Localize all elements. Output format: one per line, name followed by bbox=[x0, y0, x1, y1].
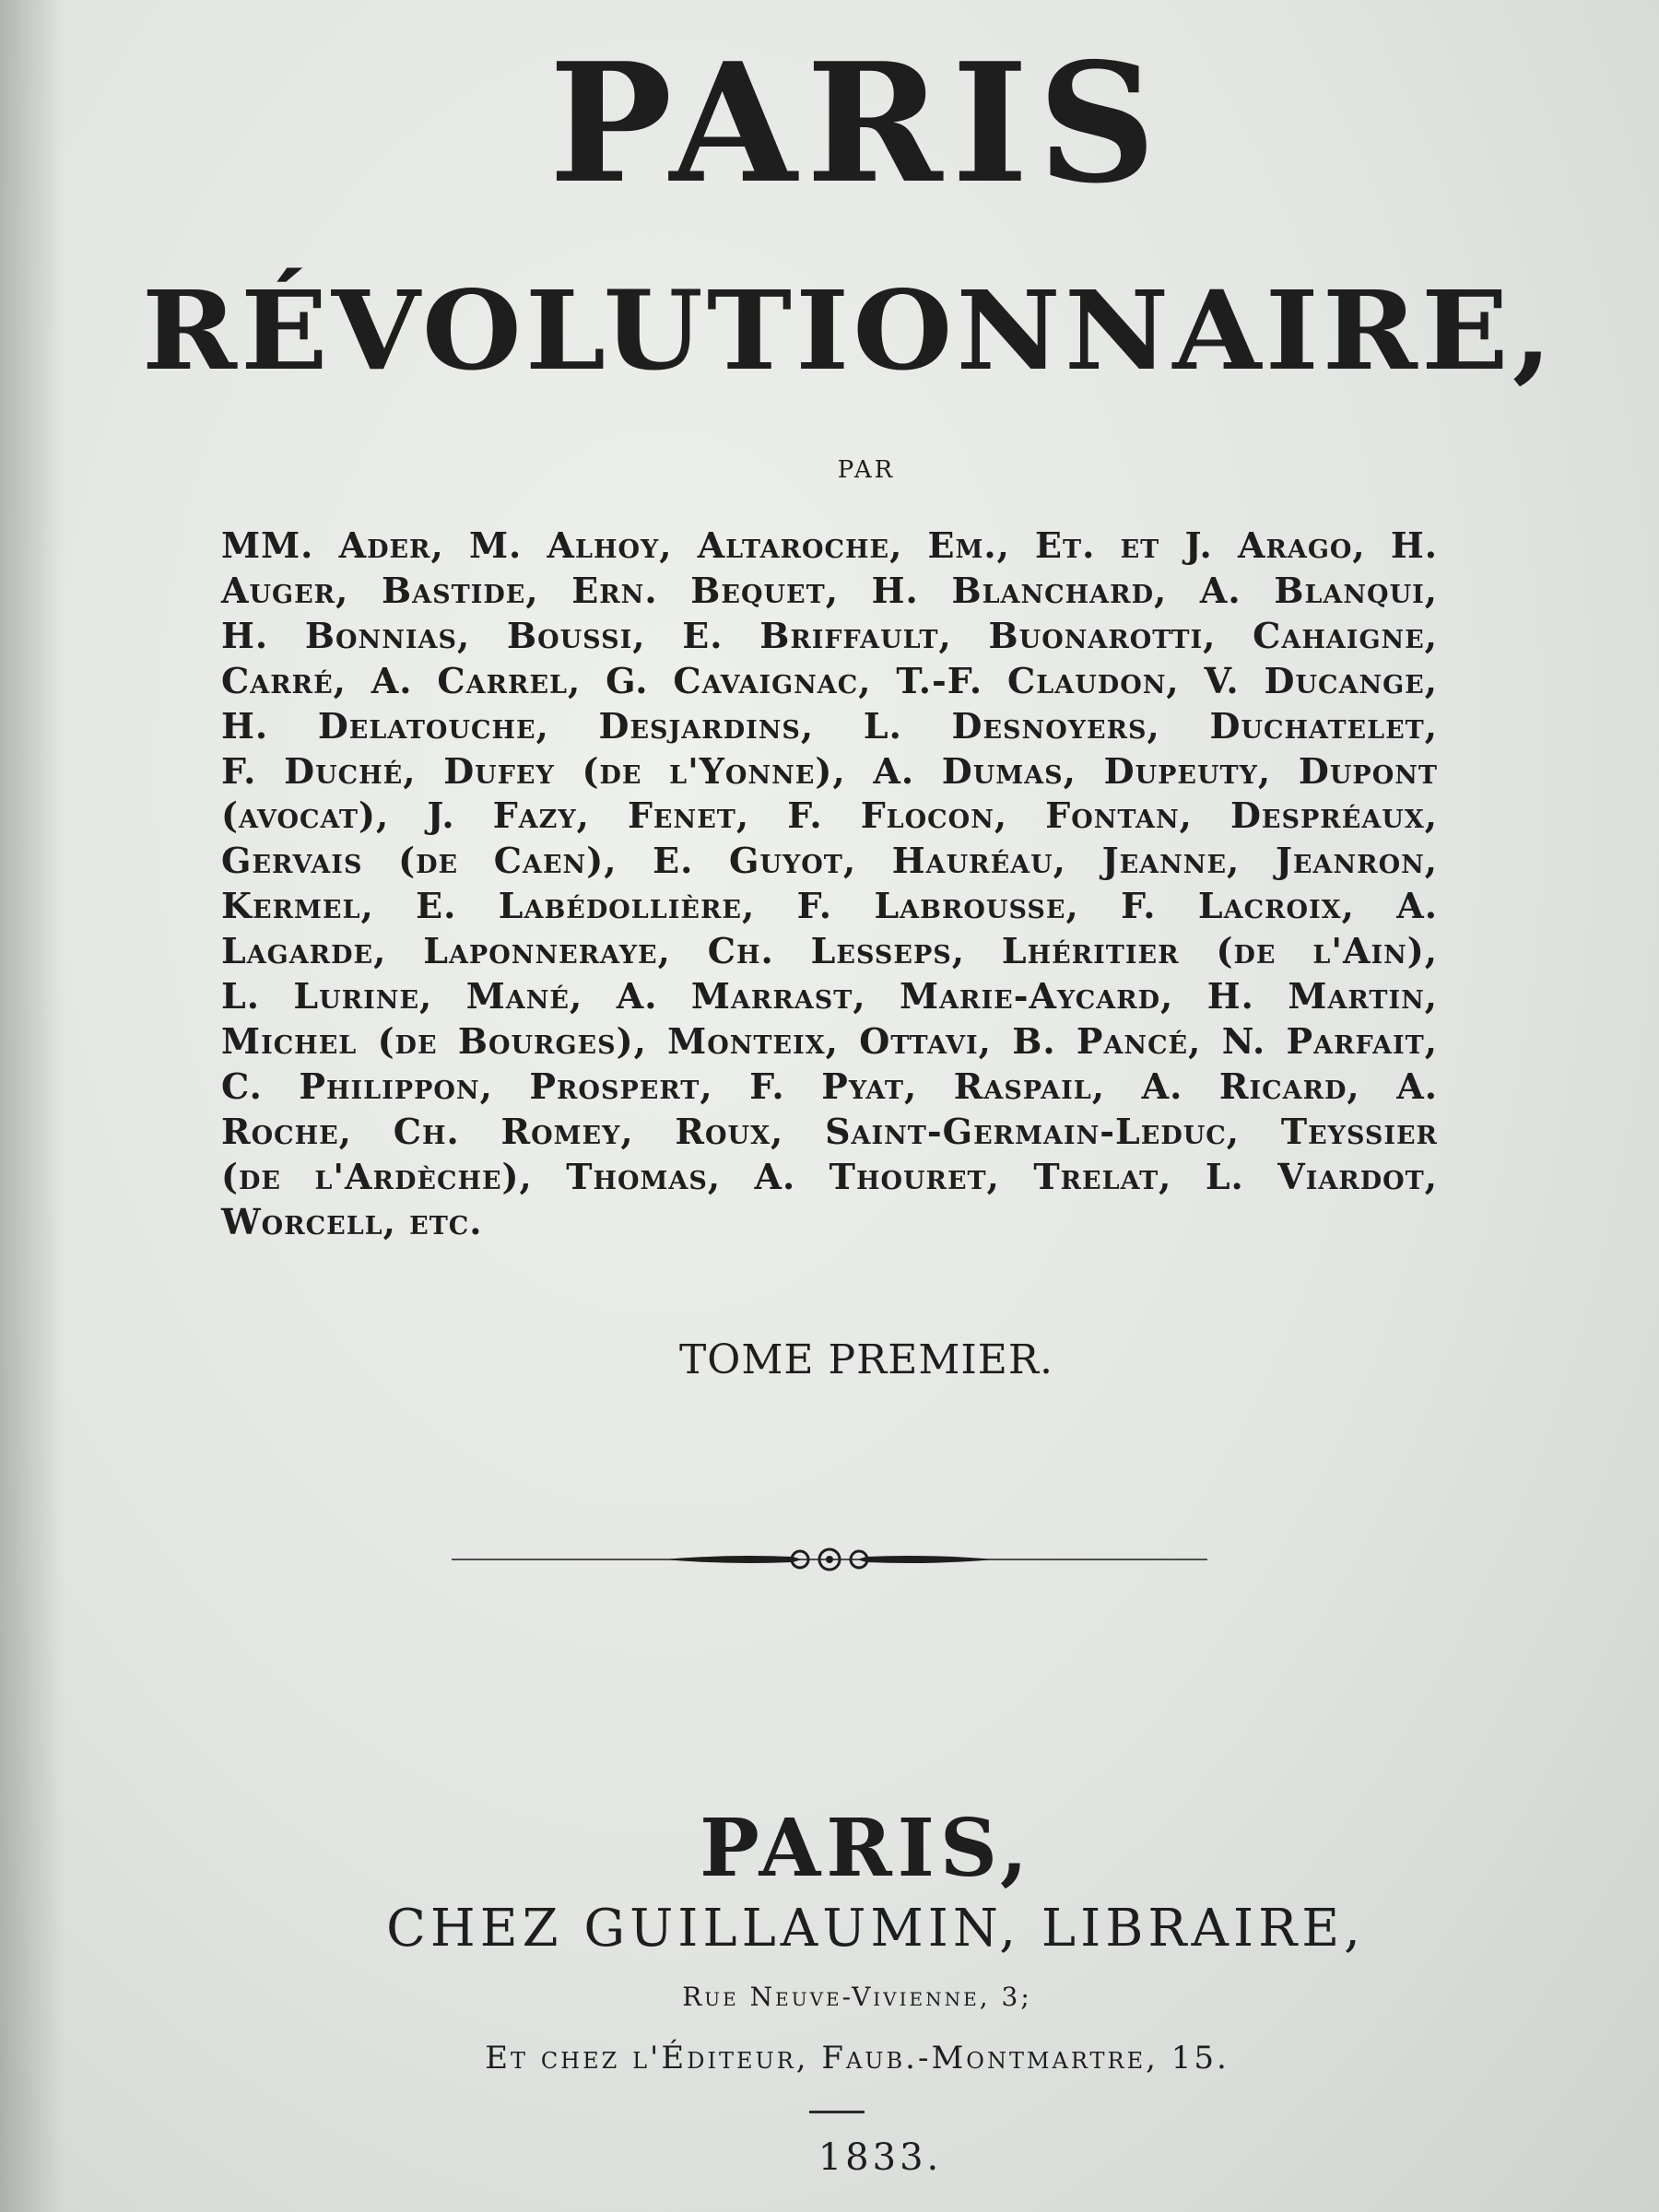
authors-line: Roche, Ch. Romey, Roux, Saint-Germain-Leduc, Teyssier bbox=[221, 1110, 1438, 1152]
authors-line: Kermel, E. Labédollière, F. Labrousse, F. Lacroix, A. bbox=[221, 885, 1438, 927]
authors-line: C. Philippon, Prospert, F. Pyat, Raspail, A. Ricard, A. bbox=[221, 1065, 1438, 1107]
by-line: PAR bbox=[837, 456, 896, 484]
authors-line: H. Bonnias, Boussi, E. Briffault, Buonarotti, Cahaigne, bbox=[221, 614, 1438, 656]
ornamental-rule-icon bbox=[452, 1541, 1207, 1578]
authors-line: L. Lurine, Mané, A. Marrast, Marie-Aycard, H. Martin, bbox=[221, 975, 1438, 1018]
authors-line: Gervais (de Caen), E. Guyot, Hauréau, Jeanne, Jeanron, bbox=[221, 840, 1438, 882]
imprint-city: PARIS, bbox=[700, 1802, 1033, 1895]
book-subtitle: RÉVOLUTIONNAIRE, bbox=[141, 266, 1557, 394]
authors-line: Carré, A. Carrel, G. Cavaignac, T.-F. Claudon, V. Ducange, bbox=[221, 659, 1438, 701]
authors-line: Auger, Bastide, Ern. Bequet, H. Blanchard, A. Blanqui, bbox=[221, 569, 1438, 611]
volume-label: TOME PREMIER. bbox=[678, 1336, 1054, 1383]
short-divider bbox=[809, 2111, 865, 2113]
imprint-year: 1833. bbox=[818, 2136, 943, 2179]
imprint-address-1: Rue Neuve-Vivienne, 3; bbox=[682, 1982, 1032, 2012]
imprint-address-2: Et chez l'Éditeur, Faub.-Montmartre, 15. bbox=[485, 2040, 1230, 2077]
authors-line: H. Delatouche, Desjardins, L. Desnoyers, Duchatelet, bbox=[221, 704, 1438, 747]
authors-line: MM. Ader, M. Alhoy, Altaroche, Em., Et. et J. Arago, H. bbox=[221, 524, 1438, 566]
imprint-publisher: CHEZ GUILLAUMIN, LIBRAIRE, bbox=[386, 1899, 1365, 1959]
authors-line: Worcell, etc. bbox=[221, 1200, 483, 1242]
authors-line: Michel (de Bourges), Monteix, Ottavi, B. Pancé, N. Parfait, bbox=[221, 1019, 1438, 1062]
authors-line: Lagarde, Laponneraye, Ch. Lesseps, Lhéritier (de l'Ain), bbox=[221, 930, 1438, 972]
authors-line: (de l'Ardèche), Thomas, A. Thouret, Trelat, L. Viardot, bbox=[221, 1155, 1438, 1197]
book-title: PARIS bbox=[548, 27, 1166, 219]
authors-line: (avocat), J. Fazy, Fenet, F. Flocon, Fontan, Despréaux, bbox=[221, 794, 1438, 837]
authors-line: F. Duché, Dufey (de l'Yonne), A. Dumas, Dupeuty, Dupont bbox=[221, 749, 1438, 792]
authors-list bbox=[221, 524, 1438, 1245]
